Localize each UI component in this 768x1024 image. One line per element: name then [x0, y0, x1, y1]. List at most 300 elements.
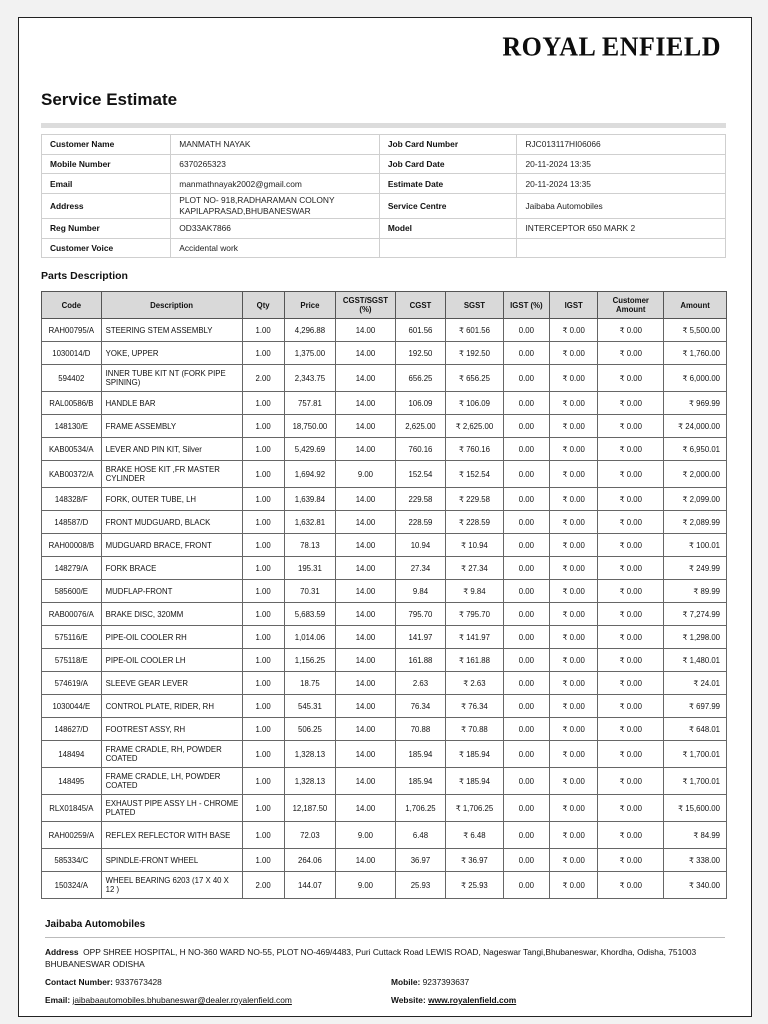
cell-cgst-sgst-pct: 14.00 — [336, 795, 396, 822]
cell-cgst-sgst-pct: 14.00 — [336, 319, 396, 342]
cell-description: FORK BRACE — [101, 557, 242, 580]
cell-qty: 1.00 — [242, 461, 284, 488]
cell-cgst-sgst-pct: 14.00 — [336, 365, 396, 392]
parts-row — [42, 718, 727, 741]
cell-price: 78.13 — [284, 534, 335, 557]
col-header: CGST/SGST (%) — [336, 292, 396, 319]
cell-code: RAH00795/A — [42, 319, 102, 342]
parts-row — [42, 822, 727, 849]
mobile-value: 9237393637 — [422, 977, 470, 987]
cell-igst: ₹ 0.00 — [550, 438, 598, 461]
cell-price: 1,014.06 — [284, 626, 335, 649]
parts-row — [42, 319, 727, 342]
cell-igst: ₹ 0.00 — [550, 319, 598, 342]
cell-customer-amount: ₹ 0.00 — [598, 534, 664, 557]
cell-price: 18,750.00 — [284, 415, 335, 438]
cell-igst-pct: 0.00 — [503, 872, 549, 899]
info-label: Customer Name — [42, 135, 171, 155]
cell-description: FORK, OUTER TUBE, LH — [101, 488, 242, 511]
cell-igst-pct: 0.00 — [503, 534, 549, 557]
cell-igst-pct: 0.00 — [503, 557, 549, 580]
cell-sgst: ₹ 760.16 — [446, 438, 504, 461]
parts-row — [42, 672, 727, 695]
cell-igst: ₹ 0.00 — [550, 580, 598, 603]
cell-amount: ₹ 7,274.99 — [664, 603, 727, 626]
cell-customer-amount: ₹ 0.00 — [598, 415, 664, 438]
cell-cgst-sgst-pct: 14.00 — [336, 626, 396, 649]
cell-sgst: ₹ 9.84 — [446, 580, 504, 603]
cell-igst-pct: 0.00 — [503, 319, 549, 342]
cell-customer-amount: ₹ 0.00 — [598, 822, 664, 849]
cell-code: 150324/A — [42, 872, 102, 899]
info-value: RJC013117HI06066 — [517, 135, 726, 155]
parts-row — [42, 603, 727, 626]
contact-label: Contact Number: — [45, 977, 113, 987]
cell-code: RLX01845/A — [42, 795, 102, 822]
cell-amount: ₹ 6,950.01 — [664, 438, 727, 461]
cell-sgst: ₹ 6.48 — [446, 822, 504, 849]
cell-cgst-sgst-pct: 14.00 — [336, 438, 396, 461]
cell-amount: ₹ 24,000.00 — [664, 415, 727, 438]
col-header: Amount — [664, 292, 727, 319]
cell-cgst: 228.59 — [395, 511, 445, 534]
cell-sgst: ₹ 161.88 — [446, 649, 504, 672]
info-row — [42, 238, 726, 258]
cell-cgst: 1,706.25 — [395, 795, 445, 822]
cell-qty: 1.00 — [242, 849, 284, 872]
cell-amount: ₹ 249.99 — [664, 557, 727, 580]
cell-code: 148279/A — [42, 557, 102, 580]
address-line: KAPILAPRASAD,BHUBANESWAR — [179, 206, 311, 217]
cell-cgst: 36.97 — [395, 849, 445, 872]
info-row — [42, 194, 726, 219]
cell-price: 1,632.81 — [284, 511, 335, 534]
cell-code: 148328/F — [42, 488, 102, 511]
dealer-address — [45, 946, 715, 970]
cell-description: FRAME ASSEMBLY — [101, 415, 242, 438]
cell-igst-pct: 0.00 — [503, 649, 549, 672]
cell-amount: ₹ 1,700.01 — [664, 768, 727, 795]
cell-customer-amount: ₹ 0.00 — [598, 461, 664, 488]
parts-row — [42, 438, 727, 461]
cell-amount: ₹ 648.01 — [664, 718, 727, 741]
cell-sgst: ₹ 795.70 — [446, 603, 504, 626]
cell-price: 1,694.92 — [284, 461, 335, 488]
cell-description: PIPE-OIL COOLER LH — [101, 649, 242, 672]
parts-row — [42, 580, 727, 603]
cell-igst-pct: 0.00 — [503, 741, 549, 768]
cell-qty: 1.00 — [242, 488, 284, 511]
parts-row — [42, 649, 727, 672]
cell-qty: 1.00 — [242, 580, 284, 603]
website-link[interactable]: www.royalenfield.com — [428, 995, 517, 1005]
cell-igst-pct: 0.00 — [503, 822, 549, 849]
cell-description: LEVER AND PIN KIT, Silver — [101, 438, 242, 461]
cell-code: RAL00586/B — [42, 392, 102, 415]
cell-description: STEERING STEM ASSEMBLY — [101, 319, 242, 342]
info-value — [517, 238, 726, 258]
cell-cgst: 601.56 — [395, 319, 445, 342]
cell-price: 1,328.13 — [284, 768, 335, 795]
cell-cgst: 229.58 — [395, 488, 445, 511]
info-label: Mobile Number — [42, 154, 171, 174]
cell-igst-pct: 0.00 — [503, 415, 549, 438]
cell-sgst: ₹ 1,706.25 — [446, 795, 504, 822]
cell-sgst: ₹ 2.63 — [446, 672, 504, 695]
cell-qty: 2.00 — [242, 872, 284, 899]
cell-cgst: 76.34 — [395, 695, 445, 718]
cell-igst-pct: 0.00 — [503, 365, 549, 392]
cell-price: 264.06 — [284, 849, 335, 872]
website-label: Website: — [391, 995, 426, 1005]
info-label: Service Centre — [379, 194, 517, 219]
cell-igst-pct: 0.00 — [503, 438, 549, 461]
cell-igst-pct: 0.00 — [503, 461, 549, 488]
info-label: Email — [42, 174, 171, 194]
cell-code: 1030014/D — [42, 342, 102, 365]
parts-row — [42, 557, 727, 580]
cell-amount: ₹ 697.99 — [664, 695, 727, 718]
cell-sgst: ₹ 2,625.00 — [446, 415, 504, 438]
cell-cgst: 6.48 — [395, 822, 445, 849]
info-row — [42, 219, 726, 239]
cell-igst: ₹ 0.00 — [550, 603, 598, 626]
cell-qty: 1.00 — [242, 718, 284, 741]
cell-customer-amount: ₹ 0.00 — [598, 649, 664, 672]
cell-price: 4,296.88 — [284, 319, 335, 342]
cell-qty: 1.00 — [242, 603, 284, 626]
cell-code: 585334/C — [42, 849, 102, 872]
cell-igst-pct: 0.00 — [503, 603, 549, 626]
cell-customer-amount: ₹ 0.00 — [598, 557, 664, 580]
cell-igst: ₹ 0.00 — [550, 557, 598, 580]
cell-qty: 1.00 — [242, 392, 284, 415]
cell-igst-pct: 0.00 — [503, 672, 549, 695]
col-header: Description — [101, 292, 242, 319]
cell-cgst-sgst-pct: 14.00 — [336, 695, 396, 718]
cell-amount: ₹ 2,089.99 — [664, 511, 727, 534]
cell-customer-amount: ₹ 0.00 — [598, 695, 664, 718]
cell-sgst: ₹ 601.56 — [446, 319, 504, 342]
parts-row — [42, 849, 727, 872]
cell-description: BRAKE HOSE KIT ,FR MASTER CYLINDER — [101, 461, 242, 488]
cell-qty: 1.00 — [242, 557, 284, 580]
info-value: INTERCEPTOR 650 MARK 2 — [517, 219, 726, 239]
cell-qty: 1.00 — [242, 795, 284, 822]
cell-code: KAB00534/A — [42, 438, 102, 461]
cell-customer-amount: ₹ 0.00 — [598, 603, 664, 626]
cell-qty: 1.00 — [242, 534, 284, 557]
cell-sgst: ₹ 70.88 — [446, 718, 504, 741]
info-value-address — [171, 194, 380, 219]
cell-price: 1,328.13 — [284, 741, 335, 768]
contact-value: 9337673428 — [115, 977, 162, 987]
cell-cgst: 2,625.00 — [395, 415, 445, 438]
cell-customer-amount: ₹ 0.00 — [598, 580, 664, 603]
parts-row — [42, 392, 727, 415]
customer-info-table — [41, 134, 726, 258]
email-label: Email: — [45, 995, 71, 1005]
cell-amount: ₹ 1,298.00 — [664, 626, 727, 649]
info-row — [42, 174, 726, 194]
cell-cgst-sgst-pct: 14.00 — [336, 649, 396, 672]
cell-price: 1,156.25 — [284, 649, 335, 672]
cell-description: SLEEVE GEAR LEVER — [101, 672, 242, 695]
col-header: IGST (%) — [503, 292, 549, 319]
cell-code: 148494 — [42, 741, 102, 768]
cell-price: 2,343.75 — [284, 365, 335, 392]
cell-description: SPINDLE-FRONT WHEEL — [101, 849, 242, 872]
cell-code: 585600/E — [42, 580, 102, 603]
cell-igst-pct: 0.00 — [503, 392, 549, 415]
cell-description: HANDLE BAR — [101, 392, 242, 415]
cell-price: 12,187.50 — [284, 795, 335, 822]
col-header: Code — [42, 292, 102, 319]
cell-sgst: ₹ 229.58 — [446, 488, 504, 511]
cell-cgst: 656.25 — [395, 365, 445, 392]
cell-amount: ₹ 84.99 — [664, 822, 727, 849]
cell-sgst: ₹ 185.94 — [446, 768, 504, 795]
cell-igst: ₹ 0.00 — [550, 741, 598, 768]
info-value: 20-11-2024 13:35 — [517, 174, 726, 194]
cell-igst-pct: 0.00 — [503, 768, 549, 795]
cell-amount: ₹ 6,000.00 — [664, 365, 727, 392]
info-label: Customer Voice — [42, 238, 171, 258]
info-value: Jaibaba Automobiles — [517, 194, 726, 219]
cell-sgst: ₹ 27.34 — [446, 557, 504, 580]
info-value: 20-11-2024 13:35 — [517, 154, 726, 174]
email-link[interactable]: jaibabaautomobiles.bhubaneswar@dealer.royalenfield.com — [72, 995, 292, 1005]
cell-code: 148627/D — [42, 718, 102, 741]
parts-header-row — [42, 292, 727, 319]
cell-cgst: 185.94 — [395, 768, 445, 795]
title-divider — [41, 123, 726, 128]
cell-igst: ₹ 0.00 — [550, 392, 598, 415]
cell-igst-pct: 0.00 — [503, 511, 549, 534]
cell-igst: ₹ 0.00 — [550, 415, 598, 438]
parts-row — [42, 795, 727, 822]
cell-price: 545.31 — [284, 695, 335, 718]
cell-code: 1030044/E — [42, 695, 102, 718]
cell-description: FRONT MUDGUARD, BLACK — [101, 511, 242, 534]
cell-price: 195.31 — [284, 557, 335, 580]
parts-row — [42, 511, 727, 534]
cell-sgst: ₹ 192.50 — [446, 342, 504, 365]
cell-code: 575118/E — [42, 649, 102, 672]
cell-price: 757.81 — [284, 392, 335, 415]
cell-code: 148495 — [42, 768, 102, 795]
cell-igst: ₹ 0.00 — [550, 718, 598, 741]
info-row — [42, 154, 726, 174]
brand-logo: ROYAL ENFIELD — [502, 31, 721, 62]
cell-description: MUDGUARD BRACE, FRONT — [101, 534, 242, 557]
parts-row — [42, 768, 727, 795]
col-header: Price — [284, 292, 335, 319]
cell-description: REFLEX REFLECTOR WITH BASE — [101, 822, 242, 849]
dealer-website — [391, 995, 516, 1005]
cell-sgst: ₹ 141.97 — [446, 626, 504, 649]
cell-cgst: 9.84 — [395, 580, 445, 603]
info-label: Job Card Date — [379, 154, 517, 174]
cell-code: RAH00008/B — [42, 534, 102, 557]
cell-igst: ₹ 0.00 — [550, 488, 598, 511]
cell-cgst-sgst-pct: 14.00 — [336, 392, 396, 415]
address-label: Address — [45, 947, 79, 957]
cell-qty: 1.00 — [242, 319, 284, 342]
cell-cgst: 106.09 — [395, 392, 445, 415]
cell-cgst: 185.94 — [395, 741, 445, 768]
parts-row — [42, 695, 727, 718]
cell-amount: ₹ 338.00 — [664, 849, 727, 872]
cell-customer-amount: ₹ 0.00 — [598, 741, 664, 768]
cell-cgst-sgst-pct: 9.00 — [336, 872, 396, 899]
parts-row — [42, 534, 727, 557]
cell-cgst: 25.93 — [395, 872, 445, 899]
parts-row — [42, 488, 727, 511]
cell-customer-amount: ₹ 0.00 — [598, 319, 664, 342]
cell-qty: 1.00 — [242, 342, 284, 365]
cell-amount: ₹ 100.01 — [664, 534, 727, 557]
cell-customer-amount: ₹ 0.00 — [598, 795, 664, 822]
cell-sgst: ₹ 228.59 — [446, 511, 504, 534]
cell-amount: ₹ 1,480.01 — [664, 649, 727, 672]
col-header: IGST — [550, 292, 598, 319]
cell-qty: 1.00 — [242, 511, 284, 534]
parts-row — [42, 626, 727, 649]
cell-igst-pct: 0.00 — [503, 795, 549, 822]
parts-row — [42, 741, 727, 768]
cell-description: PIPE-OIL COOLER RH — [101, 626, 242, 649]
parts-table-body — [42, 319, 727, 899]
cell-sgst: ₹ 76.34 — [446, 695, 504, 718]
cell-sgst: ₹ 36.97 — [446, 849, 504, 872]
dealer-name: Jaibaba Automobiles — [45, 919, 146, 930]
cell-sgst: ₹ 25.93 — [446, 872, 504, 899]
cell-igst-pct: 0.00 — [503, 488, 549, 511]
cell-cgst-sgst-pct: 14.00 — [336, 768, 396, 795]
address-line: PLOT NO- 918,RADHARAMAN COLONY — [179, 195, 335, 206]
address-text: OPP SHREE HOSPITAL, H NO-360 WARD NO-55, PLOT NO-469/4483, Puri Cuttack Road LEWIS ROAD, Nageswar Tangi,Bhubaneswar, Khordha, Odisha, 751003 BHUBANESWAR ODISHA — [45, 947, 697, 969]
page-title: Service Estimate — [41, 90, 178, 109]
cell-description: INNER TUBE KIT NT (FORK PIPE SPINING) — [101, 365, 242, 392]
cell-amount: ₹ 1,700.01 — [664, 741, 727, 768]
cell-igst: ₹ 0.00 — [550, 795, 598, 822]
cell-amount: ₹ 5,500.00 — [664, 319, 727, 342]
cell-qty: 1.00 — [242, 695, 284, 718]
cell-cgst: 192.50 — [395, 342, 445, 365]
cell-price: 5,683.59 — [284, 603, 335, 626]
cell-description: YOKE, UPPER — [101, 342, 242, 365]
col-header: SGST — [446, 292, 504, 319]
info-label: Reg Number — [42, 219, 171, 239]
cell-igst: ₹ 0.00 — [550, 626, 598, 649]
cell-code: KAB00372/A — [42, 461, 102, 488]
parts-table — [41, 291, 727, 899]
cell-description: FRAME CRADLE, LH, POWDER COATED — [101, 768, 242, 795]
col-header: CGST — [395, 292, 445, 319]
parts-row — [42, 415, 727, 438]
cell-igst: ₹ 0.00 — [550, 822, 598, 849]
cell-cgst: 161.88 — [395, 649, 445, 672]
info-value: Accidental work — [171, 238, 380, 258]
contact-number — [45, 977, 162, 987]
cell-amount: ₹ 1,760.00 — [664, 342, 727, 365]
cell-customer-amount: ₹ 0.00 — [598, 872, 664, 899]
cell-igst: ₹ 0.00 — [550, 365, 598, 392]
cell-cgst-sgst-pct: 14.00 — [336, 603, 396, 626]
info-value: OD33AK7866 — [171, 219, 380, 239]
cell-code: 594402 — [42, 365, 102, 392]
cell-description: FOOTREST ASSY, RH — [101, 718, 242, 741]
estimate-page — [18, 17, 752, 1017]
cell-sgst: ₹ 185.94 — [446, 741, 504, 768]
mobile-number — [391, 977, 469, 987]
cell-amount: ₹ 340.00 — [664, 872, 727, 899]
cell-cgst-sgst-pct: 14.00 — [336, 557, 396, 580]
info-label: Estimate Date — [379, 174, 517, 194]
cell-cgst: 27.34 — [395, 557, 445, 580]
cell-cgst-sgst-pct: 9.00 — [336, 461, 396, 488]
dealer-email — [45, 995, 292, 1005]
cell-sgst: ₹ 10.94 — [446, 534, 504, 557]
cell-sgst: ₹ 656.25 — [446, 365, 504, 392]
cell-qty: 1.00 — [242, 768, 284, 795]
cell-igst-pct: 0.00 — [503, 626, 549, 649]
cell-price: 72.03 — [284, 822, 335, 849]
cell-qty: 1.00 — [242, 672, 284, 695]
info-value: manmathnayak2002@gmail.com — [171, 174, 380, 194]
cell-customer-amount: ₹ 0.00 — [598, 626, 664, 649]
cell-igst: ₹ 0.00 — [550, 672, 598, 695]
cell-cgst-sgst-pct: 14.00 — [336, 488, 396, 511]
cell-description: CONTROL PLATE, RIDER, RH — [101, 695, 242, 718]
cell-description: EXHAUST PIPE ASSY LH - CHROME PLATED — [101, 795, 242, 822]
cell-igst-pct: 0.00 — [503, 695, 549, 718]
cell-igst-pct: 0.00 — [503, 580, 549, 603]
col-header: Customer Amount — [598, 292, 664, 319]
info-row — [42, 135, 726, 155]
cell-code: RAB00076/A — [42, 603, 102, 626]
cell-customer-amount: ₹ 0.00 — [598, 365, 664, 392]
cell-igst: ₹ 0.00 — [550, 768, 598, 795]
footer-divider — [45, 937, 725, 938]
cell-cgst-sgst-pct: 14.00 — [336, 718, 396, 741]
cell-amount: ₹ 2,000.00 — [664, 461, 727, 488]
cell-cgst-sgst-pct: 14.00 — [336, 342, 396, 365]
cell-price: 1,639.84 — [284, 488, 335, 511]
cell-cgst-sgst-pct: 14.00 — [336, 741, 396, 768]
cell-amount: ₹ 2,099.00 — [664, 488, 727, 511]
info-value: 6370265323 — [171, 154, 380, 174]
cell-cgst-sgst-pct: 14.00 — [336, 511, 396, 534]
cell-customer-amount: ₹ 0.00 — [598, 718, 664, 741]
cell-amount: ₹ 89.99 — [664, 580, 727, 603]
cell-customer-amount: ₹ 0.00 — [598, 342, 664, 365]
cell-amount: ₹ 15,600.00 — [664, 795, 727, 822]
cell-amount: ₹ 969.99 — [664, 392, 727, 415]
info-label: Model — [379, 219, 517, 239]
cell-igst: ₹ 0.00 — [550, 534, 598, 557]
cell-price: 144.07 — [284, 872, 335, 899]
cell-cgst-sgst-pct: 9.00 — [336, 822, 396, 849]
cell-sgst: ₹ 106.09 — [446, 392, 504, 415]
info-label: Job Card Number — [379, 135, 517, 155]
cell-cgst-sgst-pct: 14.00 — [336, 849, 396, 872]
parts-row — [42, 872, 727, 899]
cell-cgst: 2.63 — [395, 672, 445, 695]
cell-cgst-sgst-pct: 14.00 — [336, 415, 396, 438]
cell-description: BRAKE DISC, 320MM — [101, 603, 242, 626]
